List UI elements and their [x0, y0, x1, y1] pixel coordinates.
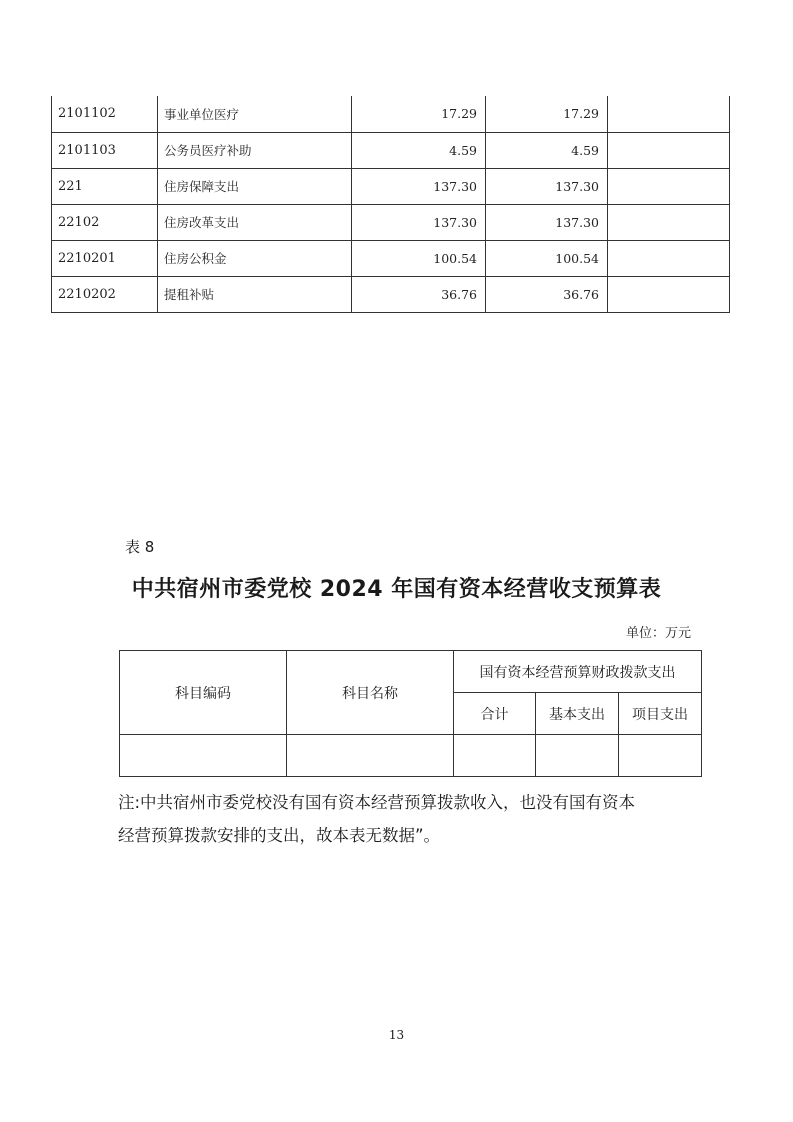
table-cell	[619, 735, 702, 777]
cell-name: 事业单位医疗	[158, 96, 352, 132]
cell-basic: 17.29	[486, 96, 608, 132]
cell-project	[608, 96, 730, 132]
table-row	[52, 168, 730, 204]
header-expenditure-group: 国有资本经营预算财政拨款支出	[454, 651, 702, 693]
cell-code: 2101102	[52, 96, 158, 132]
state-capital-budget-table	[119, 650, 702, 777]
cell-project	[608, 132, 730, 168]
expenditure-table-continued	[51, 96, 730, 313]
cell-name: 住房改革支出	[158, 204, 352, 240]
cell-basic: 100.54	[486, 240, 608, 276]
cell-name: 公务员医疗补助	[158, 132, 352, 168]
table-row	[52, 204, 730, 240]
header-project-expenditure: 项目支出	[619, 693, 702, 735]
cell-basic: 137.30	[486, 168, 608, 204]
cell-total: 17.29	[352, 96, 486, 132]
table-cell	[454, 735, 536, 777]
cell-basic: 137.30	[486, 204, 608, 240]
cell-project	[608, 168, 730, 204]
table-cell	[120, 735, 287, 777]
page-number: 13	[388, 1028, 405, 1042]
page-title: 中共宿州市委党校 2024 年国有资本经营收支预算表	[131, 577, 662, 602]
cell-project	[608, 204, 730, 240]
note-line-1: 注:中共宿州市委党校没有国有资本经营预算拨款收入，也没有国有资本	[118, 793, 636, 812]
cell-total: 36.76	[352, 276, 486, 312]
cell-project	[608, 240, 730, 276]
table-cell	[536, 735, 619, 777]
cell-code: 2101103	[52, 132, 158, 168]
table-number-label: 表 8	[125, 538, 155, 556]
table-row	[52, 132, 730, 168]
table-cell	[287, 735, 454, 777]
cell-name: 住房保障支出	[158, 168, 352, 204]
cell-basic: 4.59	[486, 132, 608, 168]
table-row	[52, 240, 730, 276]
header-total: 合计	[454, 693, 536, 735]
cell-total: 137.30	[352, 168, 486, 204]
cell-total: 137.30	[352, 204, 486, 240]
cell-code: 221	[52, 168, 158, 204]
cell-total: 100.54	[352, 240, 486, 276]
cell-code: 22102	[52, 204, 158, 240]
table-row	[52, 276, 730, 312]
header-subject-code: 科目编码	[120, 651, 287, 735]
header-subject-name: 科目名称	[287, 651, 454, 735]
cell-name: 提租补贴	[158, 276, 352, 312]
note-line-2: 经营预算拨款安排的支出，故本表无数据”。	[118, 826, 441, 845]
cell-code: 2210201	[52, 240, 158, 276]
cell-basic: 36.76	[486, 276, 608, 312]
table-note	[118, 786, 708, 852]
cell-code: 2210202	[52, 276, 158, 312]
table-row	[52, 96, 730, 132]
cell-project	[608, 276, 730, 312]
cell-name: 住房公积金	[158, 240, 352, 276]
empty-data-row	[120, 735, 702, 777]
cell-total: 4.59	[352, 132, 486, 168]
unit-label: 单位：万元	[626, 626, 692, 641]
header-basic-expenditure: 基本支出	[536, 693, 619, 735]
